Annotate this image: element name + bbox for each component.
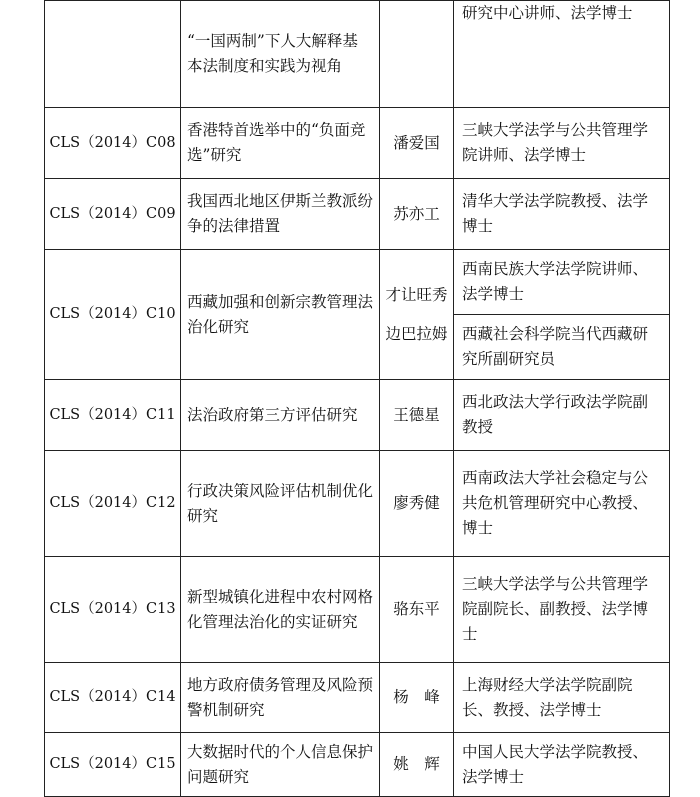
researcher-cell xyxy=(380,1,454,108)
researcher-cell: 姚 辉 xyxy=(380,733,454,797)
project-code-cell xyxy=(45,1,181,108)
affiliation-cell: 三峡大学法学与公共管理学院副院长、副教授、法学博士 xyxy=(454,557,670,663)
researcher-cell: 苏亦工 xyxy=(380,179,454,250)
affiliation-cell: 研究中心讲师、法学博士 xyxy=(454,1,670,108)
project-code-cell: CLS（2014）C13 xyxy=(45,557,181,663)
project-title-cell: “一国两制”下人大解释基本法制度和实践为视角 xyxy=(181,1,380,108)
table-row xyxy=(45,557,670,663)
table-row xyxy=(45,250,670,315)
researcher-cell: 廖秀健 xyxy=(380,451,454,557)
project-title-cell: 香港特首选举中的“负面竞选”研究 xyxy=(181,108,380,179)
project-title-cell: 我国西北地区伊斯兰教派纷争的法律措置 xyxy=(181,179,380,250)
project-title-cell: 大数据时代的个人信息保护问题研究 xyxy=(181,733,380,797)
project-title-cell: 法治政府第三方评估研究 xyxy=(181,380,380,451)
researcher-cell: 潘爱国 xyxy=(380,108,454,179)
table-row xyxy=(45,179,670,250)
researcher-cell xyxy=(380,250,454,380)
project-code-cell: CLS（2014）C15 xyxy=(45,733,181,797)
project-code-cell: CLS（2014）C12 xyxy=(45,451,181,557)
project-title-cell: 行政决策风险评估机制优化研究 xyxy=(181,451,380,557)
researcher-name: 才让旺秀 xyxy=(385,285,448,304)
affiliation-cell: 上海财经大学法学院副院长、教授、法学博士 xyxy=(454,663,670,733)
project-code-cell: CLS（2014）C11 xyxy=(45,380,181,451)
table-row xyxy=(45,1,670,108)
project-code-cell: CLS（2014）C10 xyxy=(45,250,181,380)
table-row xyxy=(45,380,670,451)
affiliation-cell: 中国人民大学法学院教授、法学博士 xyxy=(454,733,670,797)
affiliation-cell: 西南民族大学法学院讲师、法学博士 xyxy=(454,250,670,315)
project-title-cell: 地方政府债务管理及风险预警机制研究 xyxy=(181,663,380,733)
project-code-cell: CLS（2014）C09 xyxy=(45,179,181,250)
table-row xyxy=(45,663,670,733)
table-row xyxy=(45,451,670,557)
affiliation-cell: 三峡大学法学与公共管理学院讲师、法学博士 xyxy=(454,108,670,179)
research-projects-table xyxy=(44,0,670,797)
project-code-cell: CLS（2014）C14 xyxy=(45,663,181,733)
table-row xyxy=(45,108,670,179)
researcher-cell: 杨 峰 xyxy=(380,663,454,733)
table-row xyxy=(45,733,670,797)
affiliation-cell: 西北政法大学行政法学院副教授 xyxy=(454,380,670,451)
affiliation-cell: 西藏社会科学院当代西藏研究所副研究员 xyxy=(454,315,670,380)
affiliation-cell: 西南政法大学社会稳定与公共危机管理研究中心教授、博士 xyxy=(454,451,670,557)
researcher-name: 边巴拉姆 xyxy=(385,324,448,343)
project-code-cell: CLS（2014）C08 xyxy=(45,108,181,179)
researcher-cell: 骆东平 xyxy=(380,557,454,663)
project-title-cell: 西藏加强和创新宗教管理法治化研究 xyxy=(181,250,380,380)
affiliation-cell: 清华大学法学院教授、法学博士 xyxy=(454,179,670,250)
project-title-cell: 新型城镇化进程中农村网格化管理法治化的实证研究 xyxy=(181,557,380,663)
researcher-cell: 王德星 xyxy=(380,380,454,451)
